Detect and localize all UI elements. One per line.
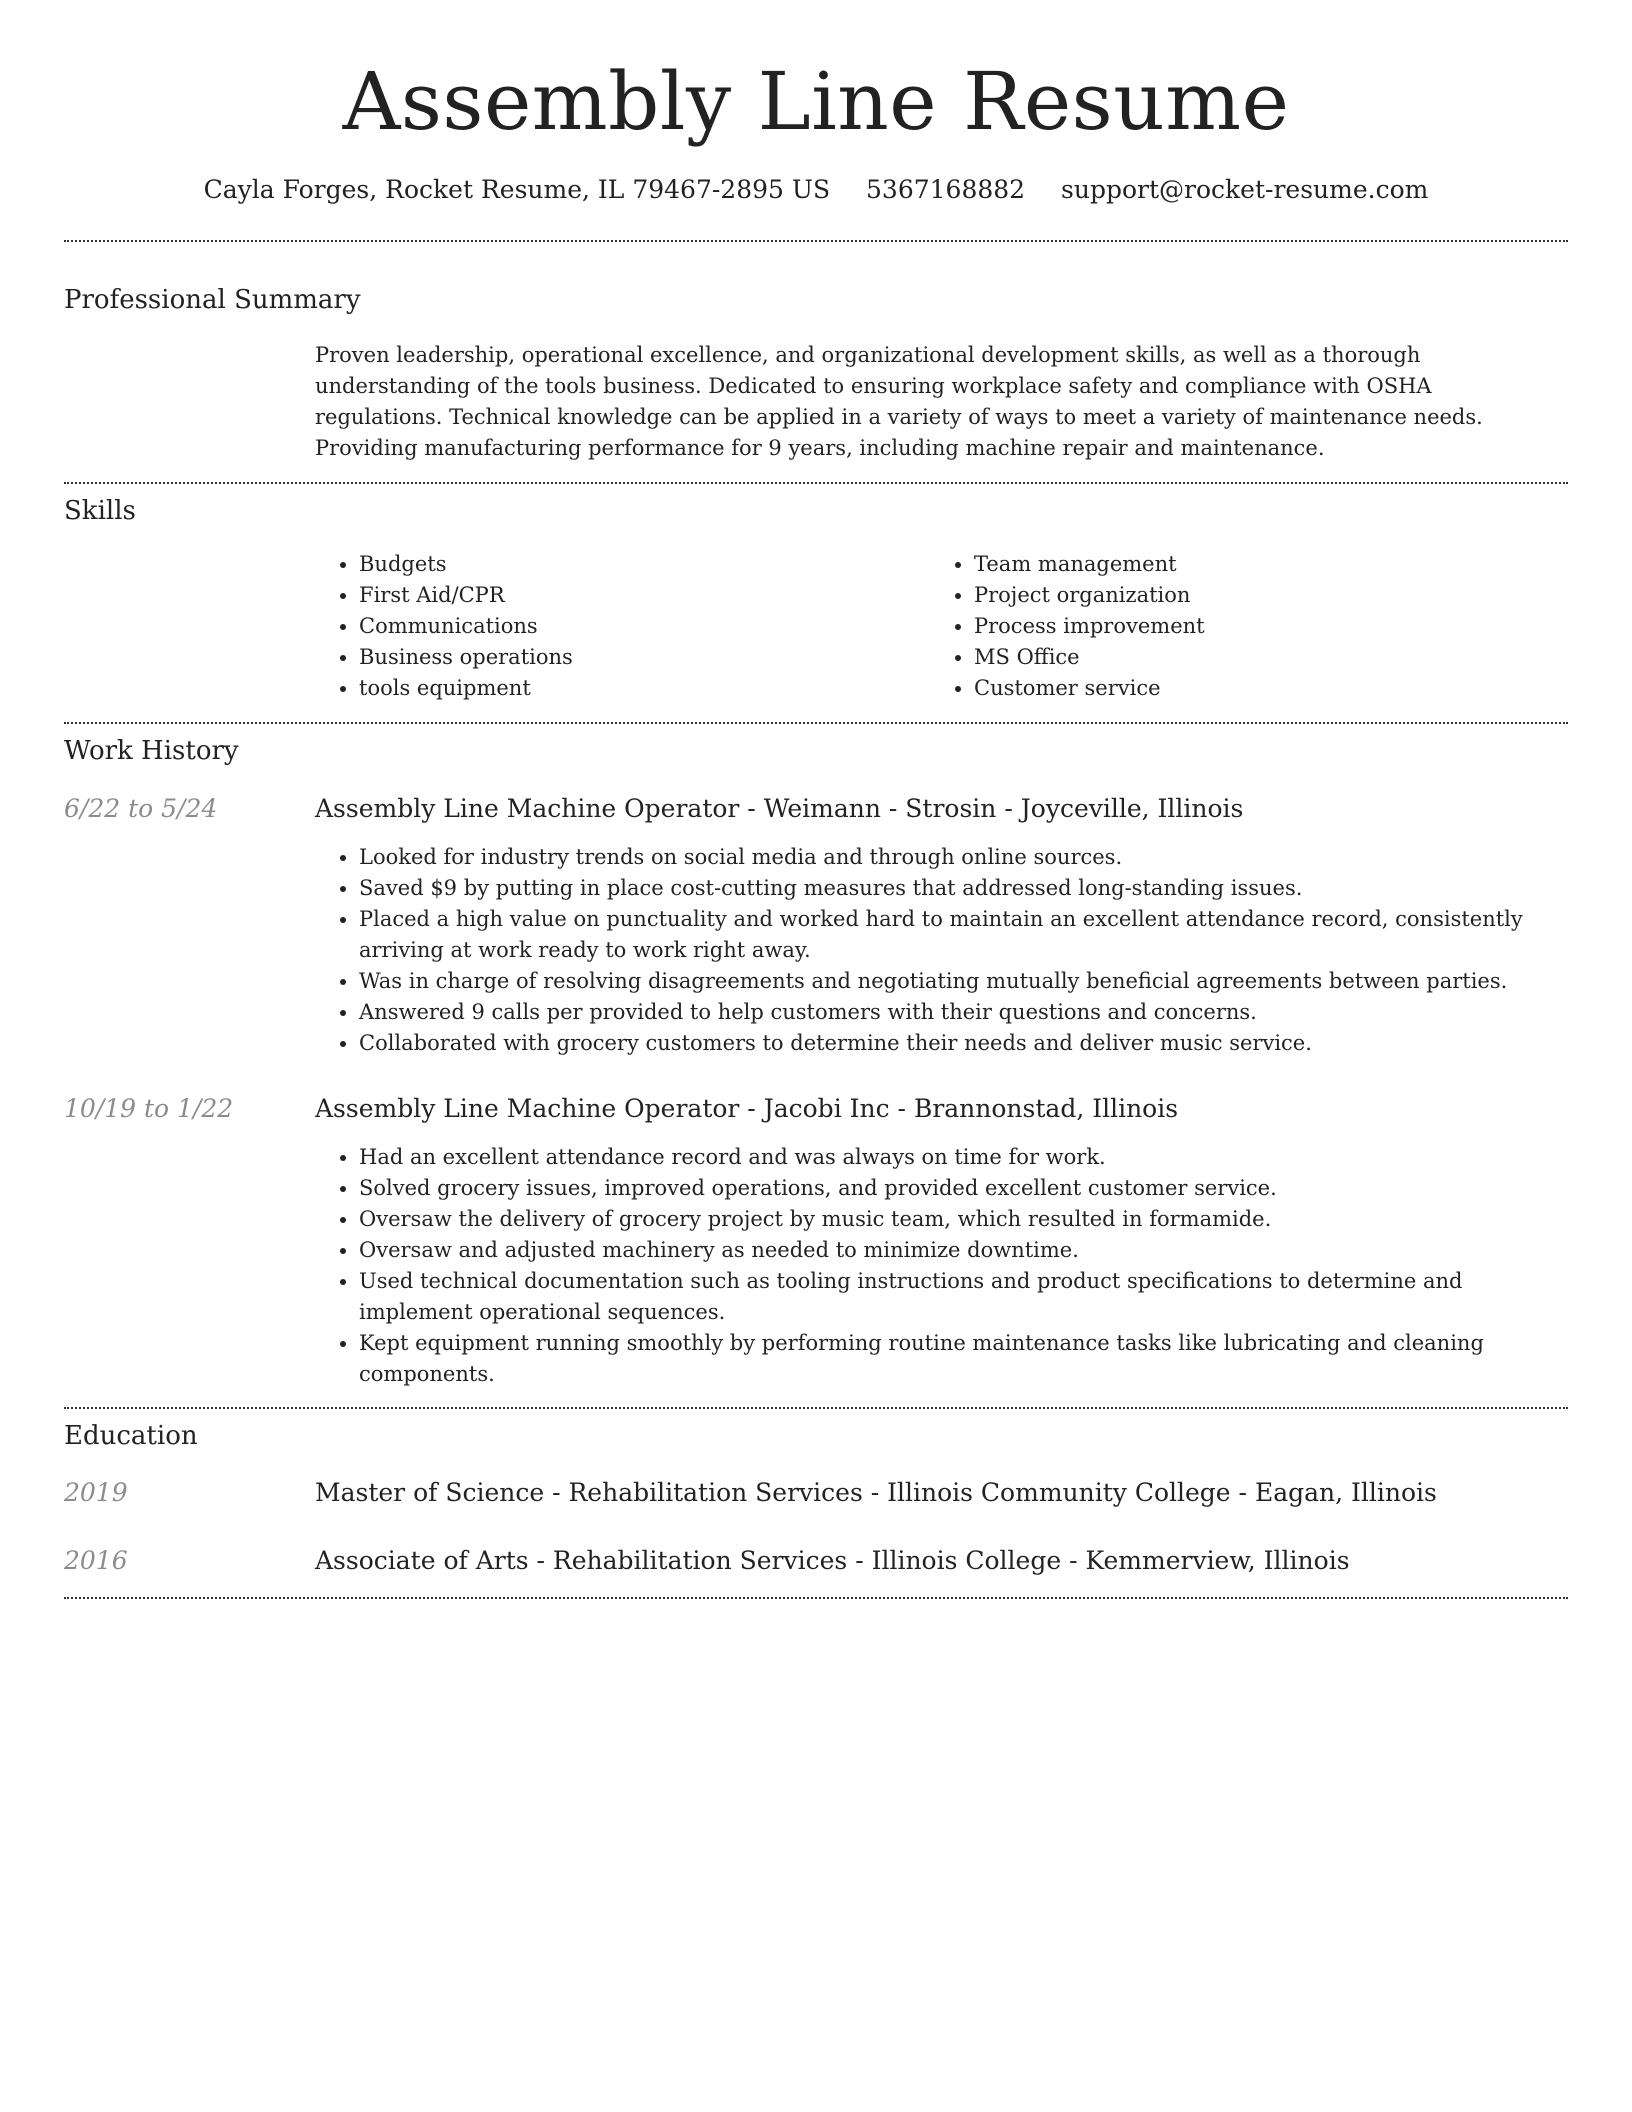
skill-item: • Budgets (359, 549, 875, 580)
summary-heading: Professional Summary (64, 285, 361, 315)
education-entry: Associate of Arts - Rehabilitation Services - Illinois College - Kemmerview, Illinois (315, 1546, 1350, 1575)
education-heading: Education (64, 1421, 198, 1451)
job-bullet: • Answered 9 calls per provided to help customers with their questions and concerns. (359, 997, 1560, 1028)
divider (64, 722, 1568, 724)
job-bullet: • Solved grocery issues, improved operations, and provided excellent customer service. (359, 1173, 1560, 1204)
skills-column-left (315, 549, 875, 704)
skill-item: • MS Office (974, 642, 1490, 673)
contact-line (0, 170, 1632, 210)
job-bullet: • Was in charge of resolving disagreements and negotiating mutually beneficial agreements between parties. (359, 966, 1560, 997)
contact-phone: 5367168882 (866, 175, 1026, 204)
job-bullet: • Looked for industry trends on social media and through online sources. (359, 842, 1560, 873)
summary-text: Proven leadership, operational excellence, and organizational development skills, as well as a thorough understanding of the tools business. Dedicated to ensuring workplace safety and compliance with OSHA regulations. Technical knowledge can be applied in a variety of ways to meet a variety of maintenance needs. Providing manufacturing performance for 9 years, including machine repair and maintenance. (315, 343, 1483, 460)
skill-item: • Customer service (974, 673, 1490, 704)
skill-item: • First Aid/CPR (359, 580, 875, 611)
skill-item: • Team management (974, 549, 1490, 580)
skill-item: • Project organization (974, 580, 1490, 611)
work-heading: Work History (64, 736, 239, 766)
job-bullet: • Oversaw and adjusted machinery as needed to minimize downtime. (359, 1235, 1560, 1266)
job-title: Assembly Line Machine Operator - Jacobi Inc - Brannonstad, Illinois (315, 1094, 1179, 1123)
resume-title: Assembly Line Resume (342, 55, 1290, 148)
job-bullet: • Used technical documentation such as tooling instructions and product specifications to determine and implement operational sequences. (359, 1266, 1560, 1328)
education-date: 2016 (64, 1546, 128, 1575)
skill-item: • Process improvement (974, 611, 1490, 642)
contact-address: Cayla Forges, Rocket Resume, IL 79467-2895 US (203, 175, 831, 204)
job-bullet: • Collaborated with grocery customers to determine their needs and deliver music service. (359, 1028, 1560, 1059)
job-bullets (315, 1142, 1560, 1390)
skill-item: • tools equipment (359, 673, 875, 704)
skills-column-right (930, 549, 1490, 704)
job-bullet: • Placed a high value on punctuality and worked hard to maintain an excellent attendance record, consistently arriving at work ready to work right away. (359, 904, 1560, 966)
job-bullets (315, 842, 1560, 1059)
education-date: 2019 (64, 1478, 128, 1507)
education-entry: Master of Science - Rehabilitation Services - Illinois Community College - Eagan, Illinois (315, 1478, 1437, 1507)
job-bullet: • Had an excellent attendance record and was always on time for work. (359, 1142, 1560, 1173)
divider (64, 482, 1568, 484)
job-bullet: • Oversaw the delivery of grocery project by music team, which resulted in formamide. (359, 1204, 1560, 1235)
job-date: 6/22 to 5/24 (64, 794, 218, 823)
skill-item: • Business operations (359, 642, 875, 673)
job-date: 10/19 to 1/22 (64, 1094, 234, 1123)
skills-heading: Skills (64, 496, 136, 526)
job-bullet: • Saved $9 by putting in place cost-cutting measures that addressed long-standing issues. (359, 873, 1560, 904)
divider (64, 240, 1568, 242)
contact-email: support@rocket-resume.com (1061, 175, 1429, 204)
divider (64, 1407, 1568, 1409)
job-title: Assembly Line Machine Operator - Weimann - Strosin - Joyceville, Illinois (315, 794, 1244, 823)
job-bullet: • Kept equipment running smoothly by performing routine maintenance tasks like lubricating and cleaning components. (359, 1328, 1560, 1390)
skill-item: • Communications (359, 611, 875, 642)
divider (64, 1597, 1568, 1599)
